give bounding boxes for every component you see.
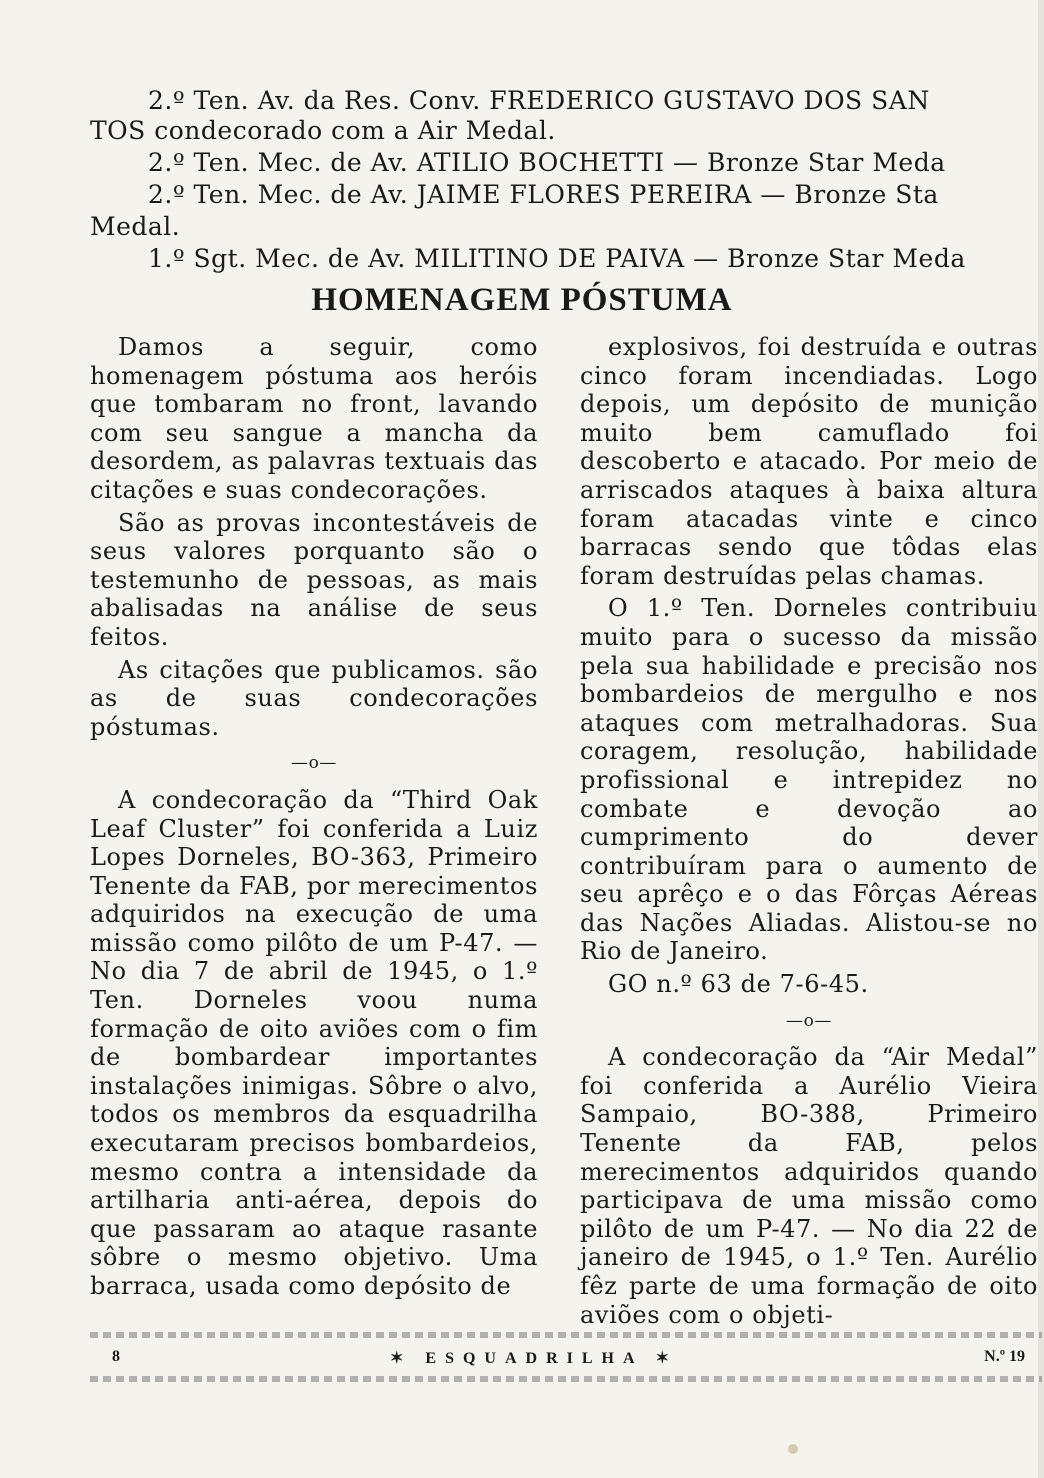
masthead: ✶ ESQUADRILHA ✶: [390, 1350, 679, 1367]
right-column: [580, 333, 1038, 1329]
citation-line-3: 2.º Ten. Mec. de Av. ATILIO BOCHETTI — Bronze Star Meda: [148, 148, 946, 177]
section-title: HOMENAGEM PÓSTUMA: [311, 282, 733, 318]
left-paragraph-citations: As citações que publicamos. são as de suas condecorações póstumas.: [90, 655, 538, 741]
citation-line-2: TOS condecorado com a Air Medal.: [90, 116, 556, 145]
right-separator: —o—: [785, 1010, 833, 1031]
right-paragraph-contribution: O 1.º Ten. Dorneles contribuiu muito para o sucesso da missão pela sua habilidade e precisão nos bombardeios de mergulho e nos ataques com metralhadoras. Sua coragem, resolução, habilidade profissional e intrepidez no combate e devoção ao cumprimento do dever contribuíram para o aumento de seu aprêço e o das Fôrças Aéreas das Nações Aliadas. Alistou-se no Rio de Janeiro.: [580, 594, 1038, 966]
paper-stain: [788, 1444, 798, 1454]
left-paragraph-proofs: São as provas incontestáveis de seus valores porquanto são o testemunho de pessoas, as mais abalisadas na análise de seus feitos.: [90, 508, 538, 651]
issue-number: N.º 19: [984, 1348, 1025, 1365]
right-paragraph-sampaio: A condecoração da “Air Medal” foi conferida a Aurélio Vieira Sampaio, BO-388, Primeiro Tenente da FAB, pelos merecimentos adquiridos quando participava de uma missão como pilôto de um P-47. — No dia 22 de janeiro de 1945, o 1.º Ten. Aurélio fêz parte de uma formação de oito aviões com o objeti-: [580, 1043, 1038, 1329]
citation-line-1: 2.º Ten. Av. da Res. Conv. FREDERICO GUSTAVO DOS SAN: [148, 86, 930, 115]
footer-rule-bottom: [90, 1376, 1042, 1382]
page-number: 8: [112, 1348, 120, 1365]
left-separator: —o—: [290, 753, 338, 774]
left-column: [90, 333, 538, 1301]
footer-rule-top: [90, 1332, 1042, 1338]
citation-line-4: 2.º Ten. Mec. de Av. JAIME FLORES PEREIRA — Bronze Sta: [148, 180, 939, 209]
page-right-edge: [1038, 0, 1044, 1478]
left-paragraph-intro: Damos a seguir, como homenagem póstuma aos heróis que tombaram no front, lavando com seu sangue a mancha da desordem, as palavras textuais das citações e suas condecorações.: [90, 333, 538, 504]
left-paragraph-dorneles: A condecoração da “Third Oak Leaf Cluster” foi conferida a Luiz Lopes Dorneles, BO-363, Primeiro Tenente da FAB, por merecimentos adquiridos na execução de uma missão como pilôto de um P-47. — No dia 7 de abril de 1945, o 1.º Ten. Dorneles voou numa formação de oito aviões com o fim de bombardear importantes instalações inimigas. Sôbre o alvo, todos os membros da esquadrilha executaram precisos bombardeios, mesmo contra a intensidade da artilharia anti-aérea, depois do que passaram ao ataque rasante sôbre o mesmo objetivo. Uma barraca, usada como depósito de: [90, 785, 538, 1300]
citation-line-6: 1.º Sgt. Mec. de Av. MILITINO DE PAIVA — Bronze Star Meda: [148, 244, 966, 273]
right-paragraph-go-reference: GO n.º 63 de 7-6-45.: [608, 970, 869, 999]
right-paragraph-explosives: explosivos, foi destruída e outras cinco foram incendiadas. Logo depois, um depósito de munição muito bem camuflado foi descoberto e atacado. Por meio de arriscados ataques à baixa altura foram atacadas vinte e cinco barracas sendo que tôdas elas foram destruídas pelas chamas.: [580, 333, 1038, 590]
citation-line-5: Medal.: [90, 212, 181, 241]
